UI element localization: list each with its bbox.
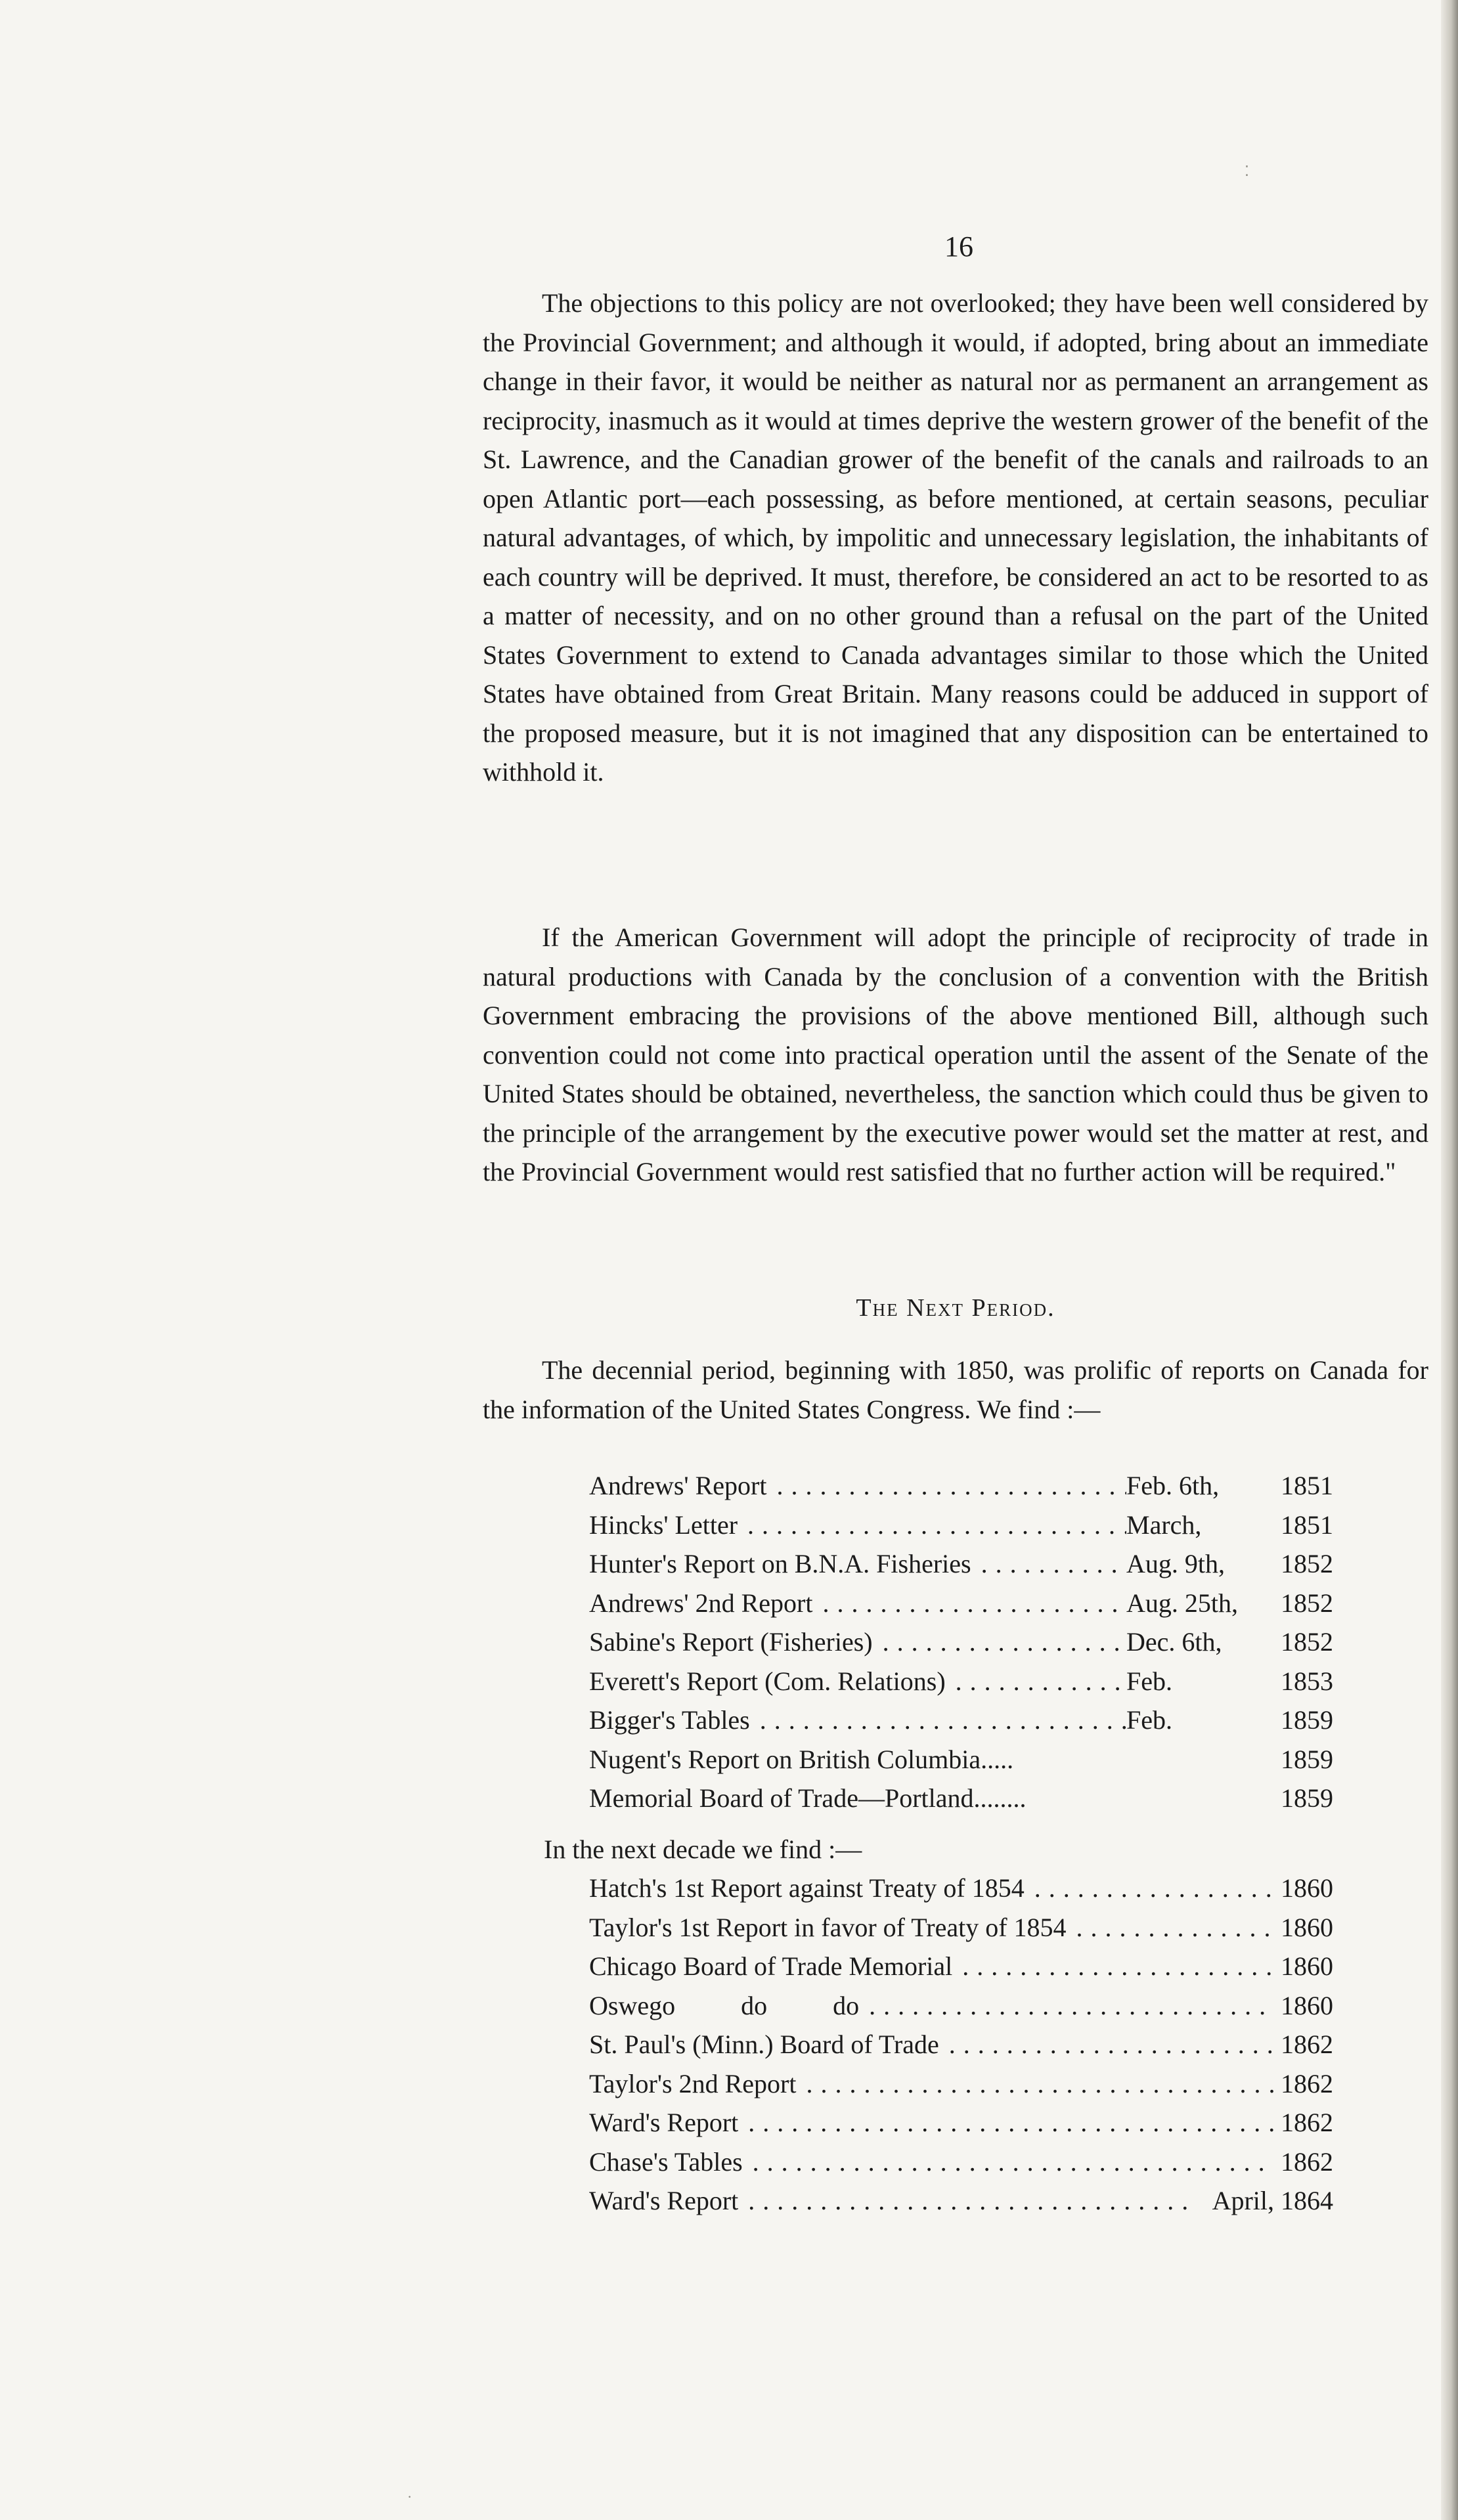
report-year: 1860 bbox=[1281, 1912, 1333, 1942]
report-year: 1852 bbox=[1281, 1627, 1333, 1657]
report-title: Bigger's Tables . . . bbox=[589, 1701, 1126, 1740]
report-entry bbox=[589, 2064, 1333, 2104]
report-title: Ward's Report . . . bbox=[589, 2103, 1274, 2142]
paragraph-text: The decennial period, beginning with 1850, was prolific of reports on Canada for the information of the United States Congress. We find :— bbox=[483, 1355, 1428, 1424]
report-year: 1852 bbox=[1281, 1588, 1333, 1618]
report-entry bbox=[589, 2103, 1333, 2142]
report-title: Everett's Report (Com. Relations) . . . bbox=[589, 1662, 1126, 1701]
report-title: Memorial Board of Trade—Portland........ bbox=[589, 1779, 1126, 1818]
body-paragraph-3 bbox=[483, 1351, 1428, 1429]
body-paragraph-2 bbox=[483, 918, 1428, 1192]
paper-speck: · bbox=[407, 2488, 412, 2505]
report-year: 1862 bbox=[1281, 2108, 1333, 2137]
body-paragraph-1 bbox=[483, 284, 1428, 792]
report-title: Chicago Board of Trade Memorial . . . bbox=[589, 1947, 1274, 1986]
report-year: 1851 bbox=[1281, 1471, 1333, 1500]
report-date: Aug. 25th, bbox=[1126, 1588, 1238, 1618]
report-title: Sabine's Report (Fisheries) . . . bbox=[589, 1622, 1126, 1662]
report-year: 1859 bbox=[1281, 1744, 1333, 1774]
report-year: 1860 bbox=[1281, 1990, 1333, 2020]
report-year: 1851 bbox=[1281, 1510, 1333, 1540]
report-date: Feb. 6th, bbox=[1126, 1471, 1220, 1500]
report-year: 1852 bbox=[1281, 1549, 1333, 1578]
section-heading: The Next Period. bbox=[856, 1294, 1055, 1322]
report-entry bbox=[589, 1544, 1333, 1584]
report-entry bbox=[589, 1506, 1333, 1545]
paragraph-text: If the American Government will adopt the principle of reciprocity of trade in natural productions with Canada by the conclusion of a convention with the British Government embracing the provisions of the above mentioned Bill, although such convention could not come into practical operation until the assent of the Senate of the United States should be obtained, nevertheless, the sanction which could thus be given to the principle of the arrangement by the executive power would set the matter at rest, and the Provincial Government would rest satisfied that no further action will be required." bbox=[483, 923, 1428, 1186]
report-entry bbox=[589, 1869, 1333, 1908]
report-year: 1862 bbox=[1281, 2030, 1333, 2059]
report-title: Hunter's Report on B.N.A. Fisheries . . . bbox=[589, 1544, 1126, 1584]
page-edge-shadow bbox=[1441, 0, 1458, 2520]
reports-list-1860s bbox=[589, 1869, 1333, 2221]
report-year: 1859 bbox=[1281, 1705, 1333, 1735]
report-title: Ward's Report . . . bbox=[589, 2181, 1189, 2221]
report-date: Aug. 9th, bbox=[1126, 1549, 1225, 1578]
page-number: 16 bbox=[944, 230, 973, 263]
report-date: March, bbox=[1126, 1510, 1202, 1540]
report-title: Andrews' Report . . . bbox=[589, 1466, 1126, 1506]
report-date: Feb. bbox=[1126, 1666, 1172, 1696]
report-entry bbox=[589, 1701, 1333, 1740]
report-entry bbox=[589, 2142, 1333, 2182]
report-title: Taylor's 1st Report in favor of Treaty of 1854 . . . bbox=[589, 1908, 1274, 1947]
report-title: Andrews' 2nd Report . . . bbox=[589, 1584, 1126, 1623]
report-title: Taylor's 2nd Report . . . bbox=[589, 2064, 1274, 2104]
report-title: Oswego do do . . . bbox=[589, 1986, 1274, 2026]
report-entry bbox=[589, 1986, 1333, 2026]
report-year: 1860 bbox=[1281, 1873, 1333, 1903]
report-entry bbox=[589, 1740, 1333, 1779]
paragraph-text: The objections to this policy are not overlooked; they have been well considered by the Provincial Government; and although it would, if adopted, bring about an immediate change in their favor, it would be neither as natural nor as permanent an arrangement as reciprocity, inasmuch as it would at times deprive the western grower of the benefit of the St. Lawrence, and the Canadian grower of the benefit of the canals and railroads to an open Atlantic port—each possessing, as before mentioned, at certain seasons, peculiar natural advantages, of which, by impolitic and unnecessary legislation, the inhabitants of each country will be deprived. It must, therefore, be considered an act to be resorted to as a matter of necessity, and on no other ground than a refusal on the part of the United States Government to extend to Canada advantages similar to those which the United States have obtained from Great Britain. Many reasons could be adduced in support of the proposed measure, but it is not imagined that any disposition can be entertained to withhold it. bbox=[483, 288, 1428, 787]
report-entry bbox=[589, 2181, 1333, 2221]
reports-list-1850s bbox=[589, 1466, 1333, 1818]
report-title: Nugent's Report on British Columbia..... bbox=[589, 1740, 1126, 1779]
report-entry bbox=[589, 1662, 1333, 1701]
report-entry bbox=[589, 1622, 1333, 1662]
report-title: St. Paul's (Minn.) Board of Trade . . . bbox=[589, 2025, 1274, 2064]
report-year: April, 1864 bbox=[1212, 2186, 1333, 2215]
report-entry bbox=[589, 1779, 1333, 1818]
report-title: Chase's Tables . . . bbox=[589, 2142, 1274, 2182]
report-entry bbox=[589, 1584, 1333, 1623]
report-year: 1859 bbox=[1281, 1783, 1333, 1813]
report-title: Hincks' Letter . . . bbox=[589, 1506, 1126, 1545]
next-decade-intro: In the next decade we find :— bbox=[544, 1835, 862, 1864]
report-entry bbox=[589, 1947, 1333, 1986]
report-year: 1860 bbox=[1281, 1951, 1333, 1981]
report-entry bbox=[589, 2025, 1333, 2064]
report-title: Hatch's 1st Report against Treaty of 1854 . . . bbox=[589, 1869, 1274, 1908]
paper-speck: ⁚ bbox=[1245, 163, 1249, 179]
report-date: Dec. 6th, bbox=[1126, 1627, 1222, 1657]
report-year: 1862 bbox=[1281, 2146, 1333, 2177]
report-entry bbox=[589, 1908, 1333, 1947]
report-year: 1853 bbox=[1281, 1666, 1333, 1696]
report-year: 1862 bbox=[1281, 2068, 1333, 2098]
report-date: Feb. bbox=[1126, 1705, 1172, 1735]
report-entry bbox=[589, 1466, 1333, 1506]
